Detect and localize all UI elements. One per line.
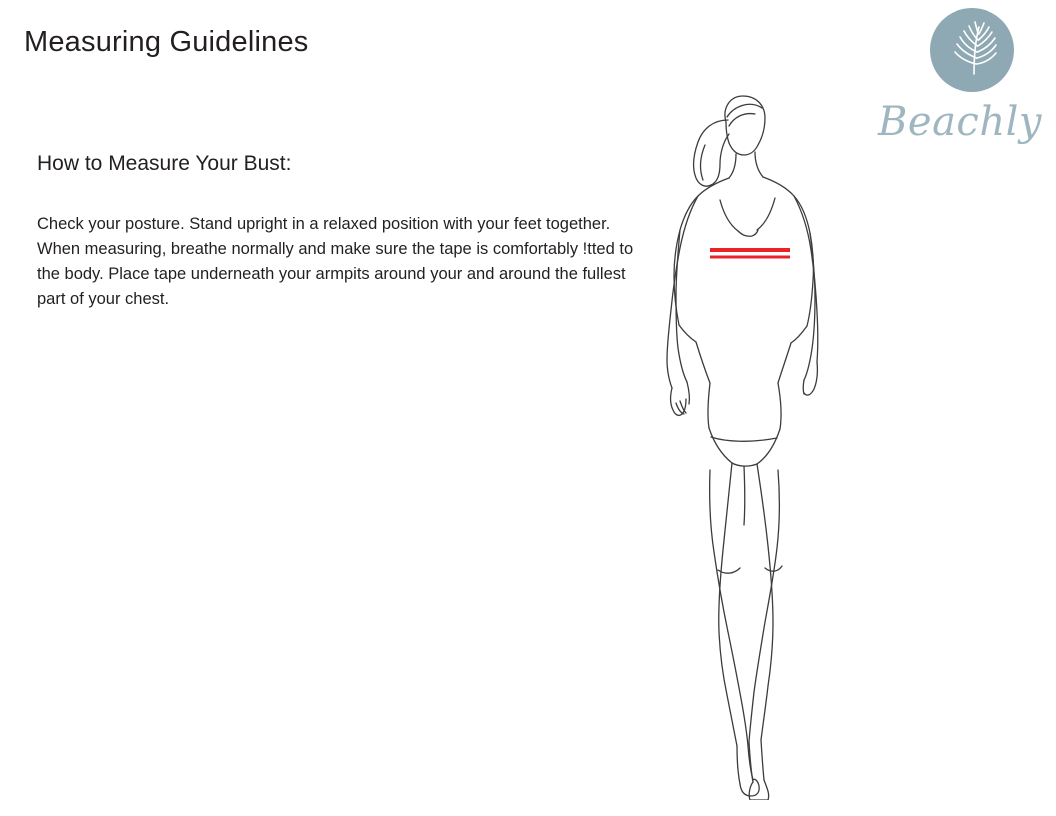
brand-logo <box>878 8 1042 168</box>
page-title: Measuring Guidelines <box>24 26 309 58</box>
instructions-paragraph: Check your posture. Stand upright in a relaxed position with your feet together. When measuring, breathe normally and make sure the tape is comfortably !tted to the body. Place tape underneath your armpits around your and around the fullest part of your chest. <box>37 215 634 308</box>
female-croquis-figure <box>610 70 870 800</box>
brand-wordmark: Beachly <box>878 99 1042 145</box>
bust-measure-line <box>710 250 790 257</box>
palm-leaf-circle-icon <box>930 8 1014 92</box>
section-heading: How to Measure Your Bust: <box>37 152 292 175</box>
